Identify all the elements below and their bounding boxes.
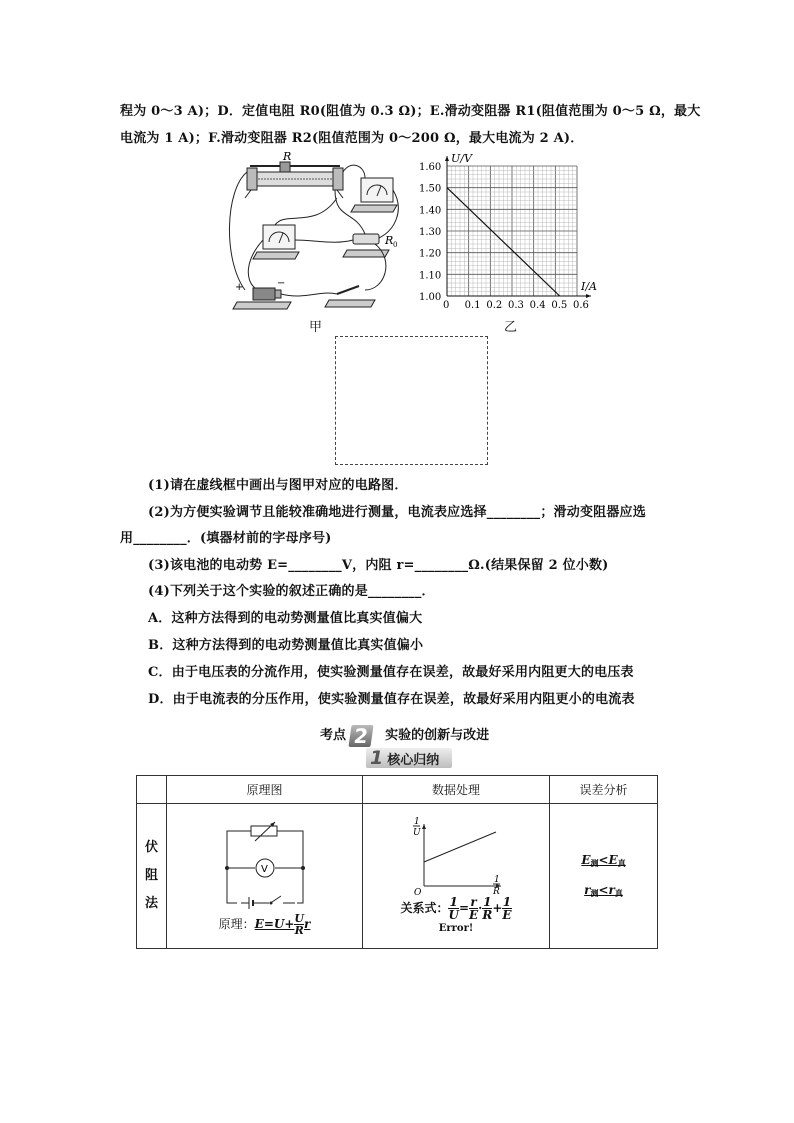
x-tick-label: 0.2 — [486, 300, 503, 311]
graph-x-num: 1 — [494, 875, 500, 885]
x-tick-label: 0 — [443, 300, 450, 311]
apparatus-figure — [225, 150, 405, 320]
banner-number: 1 — [370, 747, 384, 769]
table-header-blank — [137, 776, 167, 804]
principle-r: r — [304, 916, 311, 931]
principle-cell — [167, 804, 363, 949]
resistor-icon — [343, 234, 389, 257]
x-tick-label: 0.4 — [529, 300, 546, 311]
meter-icon — [253, 225, 299, 259]
y-tick-label: 1.50 — [419, 183, 442, 195]
graph-y-den: U — [413, 828, 421, 838]
y-tick-label: 1.20 — [419, 248, 442, 260]
principle-eq-main: E=U+ — [254, 916, 295, 931]
error-analysis-cell — [550, 804, 658, 949]
drawing-box[interactable] — [335, 336, 488, 465]
meter-icon — [351, 178, 397, 212]
principle-frac-den: R — [294, 923, 304, 937]
principle-frac-num: U — [294, 911, 304, 925]
y-tick-label: 1.30 — [419, 227, 442, 238]
table-header: 误差分析 — [550, 776, 658, 804]
error-r-comparison: $r_测<r_真$ — [584, 883, 623, 898]
summary-table — [136, 775, 658, 949]
graph-y-num: 1 — [414, 817, 420, 827]
text-line-1: 程为 0～3 A)；D．定值电阻 R0(阻值为 0.3 Ω)；E.滑动变阻器 R1(阻值范围为 0～5 Ω，最大 — [120, 104, 701, 119]
table-header-row — [137, 776, 658, 804]
r0-subscript: 0 — [393, 241, 398, 249]
y-tick-label: 1.00 — [419, 292, 442, 303]
question-2b: 用________．(填器材前的字母序号) — [120, 531, 332, 546]
relation-label: 关系式： — [400, 901, 449, 915]
section-heading: 实验的创新与改进 — [385, 728, 490, 743]
graph-x-den: R — [493, 887, 500, 896]
text-line-2: 电流为 1 A)；F.滑动变阻器 R2(阻值范围为 0～200 Ω，最大电流为 2 A)． — [120, 131, 584, 146]
minus-sign: − — [277, 278, 286, 289]
x-tick-label: 0.1 — [464, 300, 481, 311]
graph-line — [424, 832, 496, 862]
figure-yi-caption: 乙 — [504, 320, 518, 335]
question-1: (1)请在虚线框中画出与图甲对应的电路图． — [148, 478, 408, 493]
question-4: (4)下列关于这个实验的叙述正确的是________． — [148, 584, 435, 599]
summary-banner — [366, 748, 452, 768]
question-3: (3)该电池的电动势 E=________V，内阻 r=________Ω.(结果保留 2 位小数) — [148, 558, 609, 573]
row-label-char: 法 — [144, 896, 158, 911]
banner-text: 核心归纳 — [387, 753, 440, 768]
table-header: 原理图 — [167, 776, 363, 804]
x-tick-label: 0.6 — [573, 300, 589, 311]
y-tick-label: 1.60 — [419, 162, 442, 173]
x-tick-label: 0.3 — [508, 300, 524, 311]
plus-sign: + — [235, 282, 244, 293]
resistor-box-icon — [251, 826, 277, 836]
circuit-diagram — [215, 821, 315, 911]
figure-jia-caption: 甲 — [309, 320, 323, 335]
option-c: C．由于电压表的分流作用，使实验测量值存在误差，故最好采用内阻更大的电压表 — [148, 665, 634, 680]
row-label-cell — [137, 804, 167, 949]
voltmeter-symbol: V — [260, 863, 268, 875]
rheostat-icon — [245, 162, 343, 198]
y-axis-label: U/V — [451, 152, 472, 165]
u-i-chart — [415, 148, 605, 313]
x-tick-label: 0.5 — [551, 300, 568, 311]
y-tick-label: 1.10 — [419, 270, 442, 282]
table-row — [137, 804, 658, 949]
error-e-comparison: $E_测<E_真$ — [581, 853, 626, 868]
table-header: 数据处理 — [363, 776, 550, 804]
section-title — [320, 724, 489, 747]
data-processing-cell — [363, 804, 550, 949]
x-axis-label: I/A — [581, 280, 597, 293]
section-number-badge: 2 — [348, 725, 373, 747]
principle-formula — [167, 913, 362, 936]
y-tick-label: 1.40 — [419, 205, 442, 217]
row-label-char: 阻 — [144, 868, 158, 883]
x-axis-arrow — [586, 294, 591, 298]
rheostat-label: R — [283, 150, 292, 163]
option-d: D．由于电流表的分压作用，使实验测量值存在误差，故最好采用内阻更小的电流表 — [148, 692, 635, 707]
error-note: Error! — [438, 923, 474, 934]
question-2a: (2)为方便实验调节且能较准确地进行测量，电流表应选择________；滑动变阻器应选 — [148, 505, 646, 520]
option-b: B．这种方法得到的电动势测量值比真实值偏小 — [148, 638, 424, 653]
section-prefix: 考点 — [320, 728, 347, 743]
reciprocal-graph — [406, 816, 506, 896]
r0-label: R — [385, 234, 394, 247]
y-axis-arrow — [445, 156, 449, 161]
principle-equation — [254, 911, 311, 937]
row-label-char: 伏 — [144, 840, 158, 855]
switch-icon — [325, 286, 375, 307]
graph-origin: O — [414, 888, 422, 896]
principle-label: 原理： — [218, 916, 255, 931]
option-a: A．这种方法得到的电动势测量值比真实值偏大 — [148, 611, 423, 626]
relation-formula: 关系式： $\frac{1}{U}$ = $\frac{r}{E}$ · $\frac{1}{R}$ + $\frac{1}{E}$ — [400, 895, 512, 922]
